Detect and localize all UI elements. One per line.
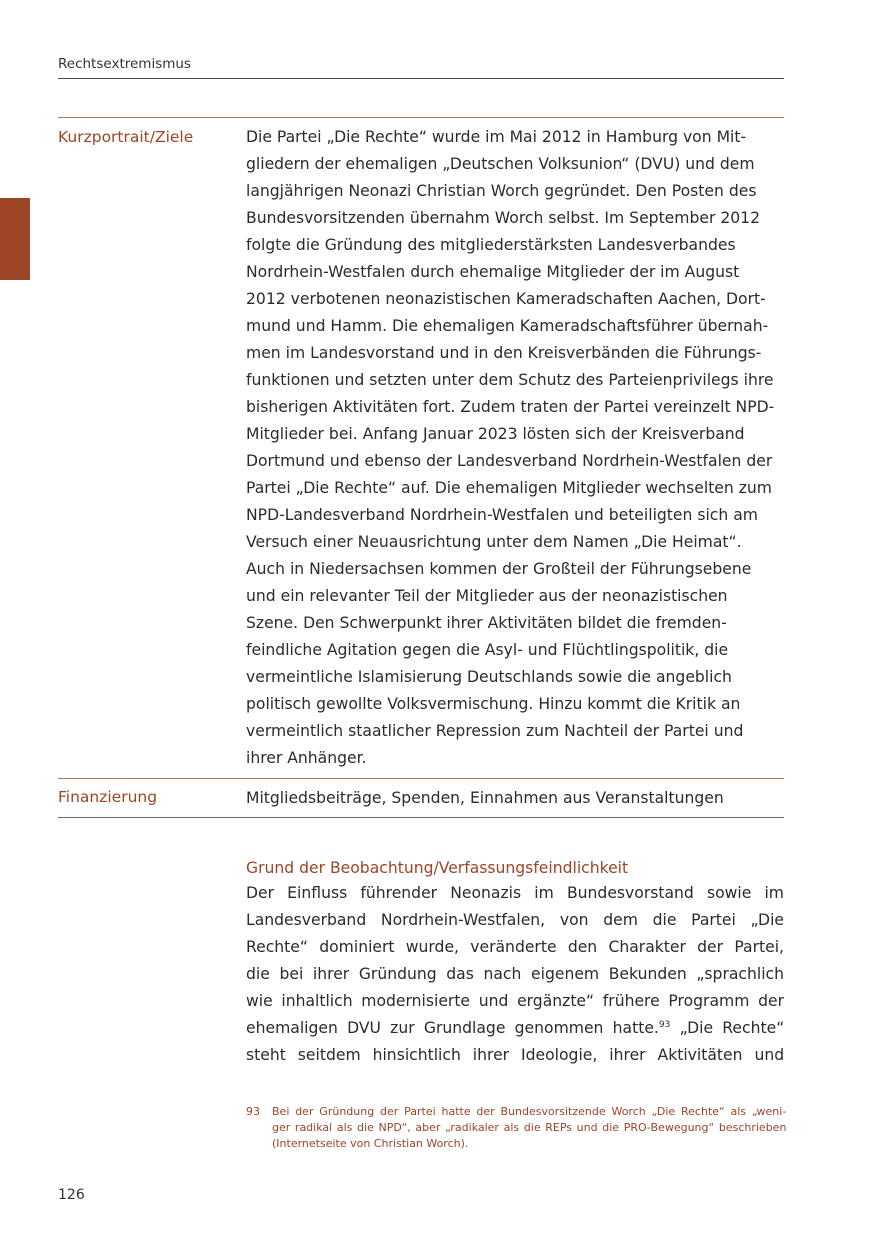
- finance-label: Finanzierung: [58, 788, 158, 806]
- footnote-body: [272, 1104, 786, 1152]
- text-line: mund und Hamm. Die ehemaligen Kameradschaftsführer übernah-: [246, 317, 769, 335]
- table-rule-top: [58, 117, 784, 118]
- text-line: Rechte“ dominiert wurde, veränderte den Charakter der Partei,: [246, 938, 784, 956]
- text-line: Die Partei „Die Rechte“ wurde im Mai 2012 in Hamburg von Mit-: [246, 128, 747, 146]
- text-line: Bundesvorsitzenden übernahm Worch selbst. Im September 2012: [246, 209, 761, 227]
- chapter-tab-marker: [0, 198, 30, 280]
- text-line: vermeintlich staatlicher Repression zum Nachteil der Partei und: [246, 722, 744, 740]
- text-line: ihrer Anhänger.: [246, 749, 367, 767]
- text-line: langjährigen Neonazi Christian Worch gegründet. Den Posten des: [246, 182, 757, 200]
- text-line: wie inhaltlich modernisierte und ergänzte“ frühere Programm der: [246, 992, 784, 1010]
- text-line: NPD-Landesverband Nordrhein-Westfalen und beteiligten sich am: [246, 506, 758, 524]
- running-header: Rechtsextremismus: [58, 56, 191, 72]
- text-line: 2012 verbotenen neonazistischen Kameradschaften Aachen, Dort-: [246, 290, 766, 308]
- portrait-label: Kurzportrait/Ziele: [58, 128, 194, 146]
- text-line: steht seitdem hinsichtlich ihrer Ideologie, ihrer Aktivitäten und: [246, 1046, 785, 1064]
- text-line: Dortmund und ebenso der Landesverband Nordrhein-Westfalen der: [246, 452, 773, 470]
- text-line: bisherigen Aktivitäten fort. Zudem traten der Partei vereinzelt NPD-: [246, 398, 775, 416]
- text-line: Versuch einer Neuausrichtung unter dem Namen „Die Heimat“.: [246, 533, 742, 551]
- text-line: Szene. Den Schwerpunkt ihrer Aktivitäten bildet die fremden-: [246, 614, 727, 632]
- table-rule-middle: [58, 778, 784, 779]
- text-line: Mitgliedsbeiträge, Spenden, Einnahmen aus Veranstaltungen: [246, 789, 724, 807]
- text-line: men im Landesvorstand und in den Kreisverbänden die Führungs-: [246, 344, 762, 362]
- text-line: Mitglieder bei. Anfang Januar 2023 lösten sich der Kreisverband: [246, 425, 745, 443]
- text-line: Auch in Niedersachsen kommen der Großteil der Führungsebene: [246, 560, 752, 578]
- text-line: die bei ihrer Gründung das nach eigenem Bekunden „sprachlich: [246, 965, 784, 983]
- text-segment: ehemaligen DVU zur Grundlage genommen hatte.: [246, 1019, 659, 1037]
- text-line: Landesverband Nordrhein-Westfalen, von dem die Partei „Die: [246, 911, 784, 929]
- footnote-line: (Internetseite von Christian Worch).: [272, 1137, 469, 1150]
- page-number: 126: [58, 1187, 85, 1203]
- footnote-line: Bei der Gründung der Partei hatte der Bundesvorsitzende Worch „Die Rechte“ als „weni-: [272, 1105, 787, 1118]
- text-line: vermeintliche Islamisierung Deutschlands sowie die angeblich: [246, 668, 732, 686]
- text-line: gliedern der ehemaligen „Deutschen Volksunion“ (DVU) und dem: [246, 155, 755, 173]
- footnote-reference[interactable]: 93: [658, 1020, 671, 1030]
- text-line: politisch gewollte Volksvermischung. Hinzu kommt die Kritik an: [246, 695, 741, 713]
- text-line: Der Einfluss führender Neonazis im Bundesvorstand sowie im: [246, 884, 784, 902]
- text-line: und ein relevanter Teil der Mitglieder aus der neonazistischen: [246, 587, 728, 605]
- text-line: feindliche Agitation gegen die Asyl- und Flüchtlingspolitik, die: [246, 641, 729, 659]
- finance-text: [246, 785, 786, 812]
- text-line: funktionen und setzten unter dem Schutz des Parteienprivilegs ihre: [246, 371, 774, 389]
- portrait-text: [246, 124, 786, 772]
- section-heading: Grund der Beobachtung/Verfassungsfeindlichkeit: [246, 859, 629, 877]
- text-line: folgte die Gründung des mitgliederstärksten Landesverbandes: [246, 236, 736, 254]
- footnote-number: 93: [246, 1105, 260, 1118]
- footnote: [246, 1104, 786, 1152]
- footnote-line: ger radikal als die NPD“, aber „radikaler als die REPs und die PRO-Bewegung“ beschrieben: [272, 1121, 787, 1134]
- table-rule-bottom: [58, 817, 784, 818]
- text-line-with-footnote: [246, 1015, 784, 1042]
- text-line: Nordrhein-Westfalen durch ehemalige Mitglieder der im August: [246, 263, 740, 281]
- header-rule: [58, 78, 784, 79]
- text-line: Partei „Die Rechte“ auf. Die ehemaligen Mitglieder wechselten zum: [246, 479, 772, 497]
- section-body: [246, 880, 784, 1069]
- text-segment: „Die Rechte“: [670, 1019, 785, 1037]
